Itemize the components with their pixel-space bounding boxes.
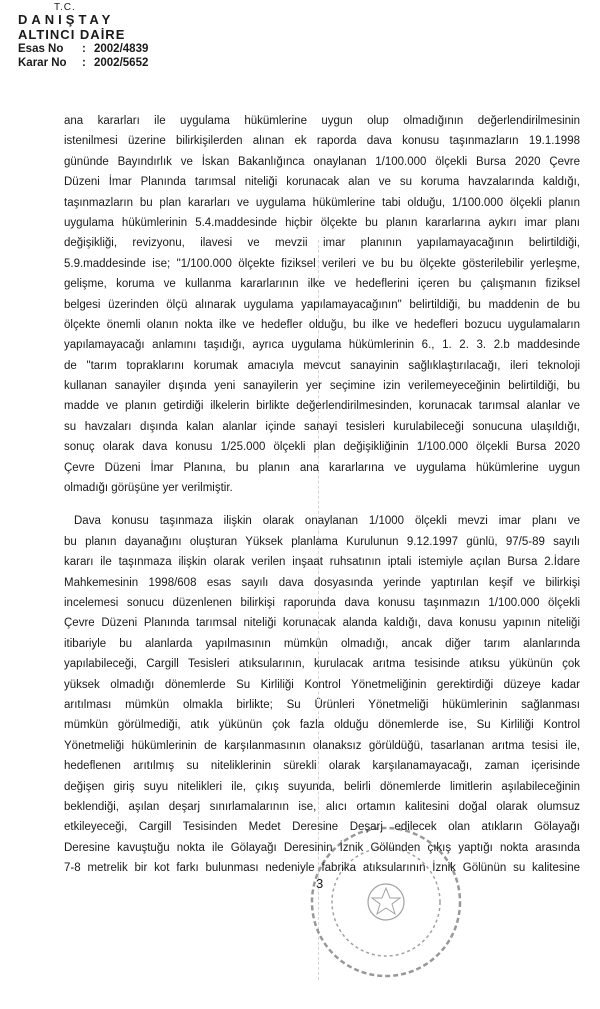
text-line: incelemesi sonucu düzenlenen bilirkişi raporunda dava konusu taşınmazın 1/100.000 ölçekli — [64, 596, 580, 609]
text-line: olmadığı görüşüne yer verilmiştir. — [64, 482, 233, 495]
text-line: 5.9.maddesinde ise; "1/100.000 ölçekte fiziksel verileri ve bu bu ölçekte gösterilebilir yerleşme, — [64, 257, 580, 270]
department-name: ALTINCI DAİRE — [18, 27, 126, 42]
paragraph-1 — [64, 111, 580, 498]
text-line: değişen giriş suyu nitelikleri ile, çıkış suyunda, belirli dönemlerde limitlerin aşılabileceğinin — [64, 780, 580, 793]
text-line: mümkün görülmediği, atık yükünün çok fazla olduğu dönemlerde ise, Su Kirliliği Kontrol — [64, 719, 580, 732]
court-seal-stamp — [306, 822, 466, 982]
text-line: kullanan sanayiler dışında yeni sanayilerin yer seçimine izin verilemeyeceğinin belirtildiği, bu — [64, 380, 580, 393]
text-line: su havzaları dışında kalan alanlar içinde sanayi tesisleri kurulabileceği sonucuna ulaşıldığı, — [64, 420, 580, 433]
text-line: gelişme, koruma ve kullanma kararlarının ilke ve hedeflerini içeren bu çalışmanın fiziksel — [64, 278, 580, 291]
text-line: yapılabileceği, Cargill Tesisleri atıksularının, kurulacak arıtma tesisinde atıksu yükünün çok — [64, 658, 580, 671]
text-line: Mahkemesinin 1998/608 esas sayılı dava dosyasında yerinde yaptırılan keşif ve bilirkişi — [64, 576, 580, 589]
document-body — [64, 111, 580, 878]
text-line: arıtılması mümkün olmakla birlikte; Su Ürünleri Yönetmeliği hükümlerinin sağlanması — [64, 698, 580, 711]
text-line: bu planın dayanağını oluşturan Yüksek planlama Kurulunun 9.12.1997 günlü, 97/5-89 sayılı — [64, 535, 580, 548]
karar-value: 2002/5652 — [94, 57, 149, 69]
paragraph-gap — [64, 498, 580, 511]
karar-row — [18, 56, 148, 70]
text-line: taşınmazların bu plan kararları ve uygulama hükümlerine tabi olduğu, 1/100.000 ölçekli planın — [64, 196, 580, 209]
document-header — [18, 2, 148, 70]
country-label: T.C. — [54, 2, 76, 13]
esas-label: Esas No — [18, 43, 64, 55]
esas-colon: : — [82, 43, 86, 55]
text-line: gününde Bayındırlık ve İskan Bakanlığınca onaylanan 1/100.000 ölçekli Bursa 2020 Çevre — [64, 155, 580, 168]
karar-label: Karar No — [18, 57, 67, 69]
text-line: ölçekte önemli olanın nokta ilke ve hedefler olduğu, bu ilke ve hedefleri bozucu uygulamaların — [64, 318, 580, 331]
text-line: 7-8 metrelik bir kot farkı bulunması nedeniyle fabrika atıksularının İznik Gölünün su kalitesine — [64, 862, 580, 875]
page-number: 3 — [316, 876, 324, 891]
text-line: istenilmesi üzerine bilirkişilerden alınan ek raporda dava konusu taşınmazların 19.1.1998 — [64, 135, 580, 148]
text-line: Çevre Düzeni Planında tarımsal niteliği korunacak alanda kaldığı, dava konusu yapının niteliği — [64, 617, 580, 630]
text-line: Düzeni İmar Planında tarımsal niteliği korunacak alan ve su koruma havzalarında kaldığı, — [64, 176, 580, 189]
esas-value: 2002/4839 — [94, 43, 149, 55]
text-line: madde ve planın getirdiği ilkelerin birlikte değerlendirilmesinden, korunacak tarımsal alanlar ve — [64, 400, 580, 413]
text-line: belgesi üzerinden ölçü alınarak uygulama yapılamayacağının" belirtildiği, bu maddenin de bu — [64, 298, 580, 311]
text-line: beklendiği, aşılan deşarj sınırlamalarının ise, alıcı ortamın kalitesini doğal olarak olumsuz — [64, 800, 580, 813]
text-line: Deresine kavuştuğu nokta ile Gölayağı Deresinin İznik Gölünden çıkış yaptığı nokta arasında — [64, 841, 580, 854]
text-line: ana kararları ile uygulama hükümlerine uygun olup olmadığının değerlendirilmesinin — [64, 115, 580, 127]
text-line: yapılamayacağı anlamını taşıdığı, ayrıca uygulama hükümlerinin 6., 1. 2. 3. 2.b maddesinde — [64, 339, 580, 352]
text-line: hedeflenen arıtılmış su niteliklerinin sürekli olarak karşılanamayacağı, zaman içerisinde — [64, 760, 580, 773]
text-line: de "tarım topraklarını korumak amacıyla mevcut sanayinin sağlıklaştırılacağı, ileri teknoloji — [64, 359, 580, 372]
text-line: yüksek olmadığı dönemlerde Su Kirliliği Kontrol Yönetmeliğinin gerektirdiği düzeye kadar — [64, 678, 580, 691]
text-line: Yönetmeliği hükümlerinin de karşılanmasının olanaksız görüldüğü, tasarlanan arıtma tesisi ile, — [64, 739, 580, 752]
text-line: etkileyeceği, Cargill Tesisinden Medet Deresine Deşarj edilecek olan atıkların Gölayağı — [64, 821, 580, 834]
text-line: kararı ile taşınmaza ilişkin olarak verilen inşaat ruhsatının iptali istemiyle açılan Bursa 2.İdare — [64, 556, 580, 569]
esas-row — [18, 42, 148, 56]
text-line: Çevre Düzeni İmar Planına, bu planın ana kararlarına ve uygulama hükümlerine uygun — [64, 461, 580, 474]
text-line: itibariyle bu alanlarda yapılmasının mümkün olmadığı, ancak diğer tarım alanlarında — [64, 637, 580, 650]
text-line: değişikliği, revizyonu, ilavesi ve mevzii imar planının yapılamayacağının belirtildiği, — [64, 237, 580, 250]
text-line: sonuç olarak dava konusu 1/25.000 ölçekli plan değişikliğinin 1/100.000 ölçekli Bursa 2020 — [64, 441, 580, 454]
court-name: DANIŞTAY — [18, 12, 115, 27]
karar-colon: : — [82, 57, 86, 69]
text-line: Dava konusu taşınmaza ilişkin olarak onaylanan 1/1000 ölçekli mevzi imar planı ve — [74, 515, 580, 528]
text-line: uygulama hükümlerinin 5.4.maddesinde hiçbir ölçekte bu planın kararlarına aykırı imar planı — [64, 216, 580, 229]
